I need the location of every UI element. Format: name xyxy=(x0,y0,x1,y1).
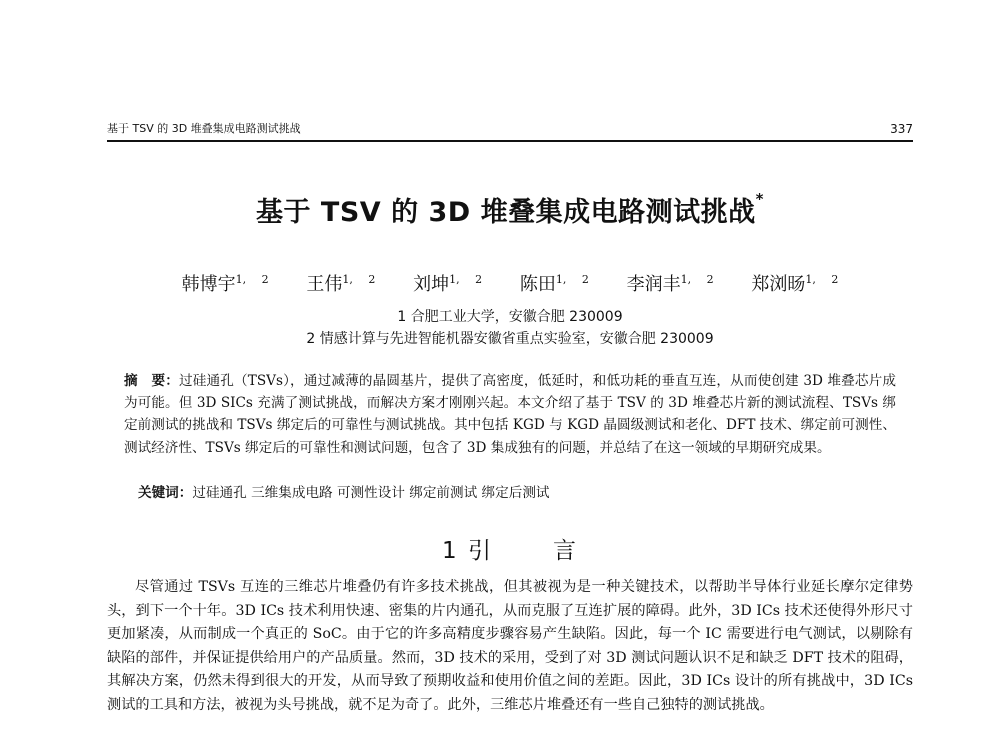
abstract-label: 摘 要： xyxy=(124,373,180,389)
author xyxy=(520,274,589,295)
abstract xyxy=(124,370,896,459)
page-number: 337 xyxy=(890,122,913,136)
section-title-part: 言 xyxy=(552,538,578,564)
body-paragraph: 尽管通过 TSVs 互连的三维芯片堆叠仍有许多技术挑战，但其被视为是一种关键技术，以帮助半导体行业延长摩尔定律势头，到下一个十年。3D ICs 技术利用快速、密集的片内通孔，从而克服了互连扩展的障碍。此外，3D ICs 技术还使得外形尺寸更加紧凑，从而制成一个真正的 SoC。由于它的许多高精度步骤容易产生缺陷。因此，每一个 IC 需要进行电气测试，以剔除有缺陷的部件，并保证提供给用户的产品质量。然而，3D 技术的采用，受到了对 3D 测试问题认识不足和缺乏 DFT 技术的阻碍，其解决方案，仍然未得到很大的开发，从而导致了预期收益和使用价值之间的差距。因此，3D ICs 设计的所有挑战中，3D ICs 测试的工具和方法，被视为头号挑战，就不足为奇了。此外，三维芯片堆叠还有一些自己独特的测试挑战。 xyxy=(107,579,913,713)
affiliation-1: 1 合肥工业大学，安徽合肥 230009 xyxy=(397,309,623,325)
running-header xyxy=(107,118,913,140)
author xyxy=(627,274,714,295)
keywords-text: 过硅通孔 三维集成电路 可测性设计 绑定前测试 绑定后测试 xyxy=(192,485,550,501)
author xyxy=(413,274,482,295)
author-affiliation-mark: 1, 2 xyxy=(680,273,714,286)
author-affiliation-mark: 1, 2 xyxy=(235,273,269,286)
author-list xyxy=(107,270,913,296)
author-name: 王伟 xyxy=(306,274,343,295)
author-affiliation-mark: 1, 2 xyxy=(805,273,839,286)
author-name: 韩博宇 xyxy=(181,274,236,295)
section-number: 1 xyxy=(442,538,459,564)
paper-title-text: 基于 TSV 的 3D 堆叠集成电路测试挑战 xyxy=(256,197,756,228)
author-affiliation-mark: 1, 2 xyxy=(342,273,376,286)
author-name: 陈田 xyxy=(519,274,556,295)
paper-title xyxy=(107,190,913,229)
author-affiliation-mark: 1, 2 xyxy=(449,273,483,286)
author-name: 刘坤 xyxy=(413,274,450,295)
author xyxy=(306,274,375,295)
author xyxy=(751,274,838,295)
section-title-part: 引 xyxy=(467,538,493,564)
section-heading xyxy=(107,532,913,565)
keywords xyxy=(138,482,898,504)
abstract-text: 过硅通孔（TSVs），通过减薄的晶圆基片，提供了高密度，低延时，和低功耗的垂直互连，从而使创建 3D 堆叠芯片成为可能。但 3D SICs 充满了测试挑战，而解决方案才刚刚兴起。本文介绍了基于 TSV 的 3D 堆叠芯片新的测试流程、TSVs 绑定前测试的挑战和 TSVs 绑定后的可靠性与测试挑战。其中包括 KGD 与 KGD 晶圆级测试和老化、DFT 技术、绑定前可测性、测试经济性、TSVs 绑定后的可靠性和测试问题，包含了 3D 集成独有的问题，并总结了在这一领域的早期研究成果。 xyxy=(124,373,897,456)
affiliation-2: 2 情感计算与先进智能机器安徽省重点实验室，安徽合肥 230009 xyxy=(306,331,714,347)
author-name: 李润丰 xyxy=(626,274,681,295)
keywords-label: 关键词： xyxy=(138,485,193,501)
author-affiliation-mark: 1, 2 xyxy=(555,273,589,286)
title-footnote-mark: * xyxy=(755,190,764,208)
author-name: 郑浏旸 xyxy=(751,274,806,295)
running-title: 基于 TSV 的 3D 堆叠集成电路测试挑战 xyxy=(107,122,301,135)
header-rule xyxy=(107,140,913,142)
author xyxy=(182,274,269,295)
